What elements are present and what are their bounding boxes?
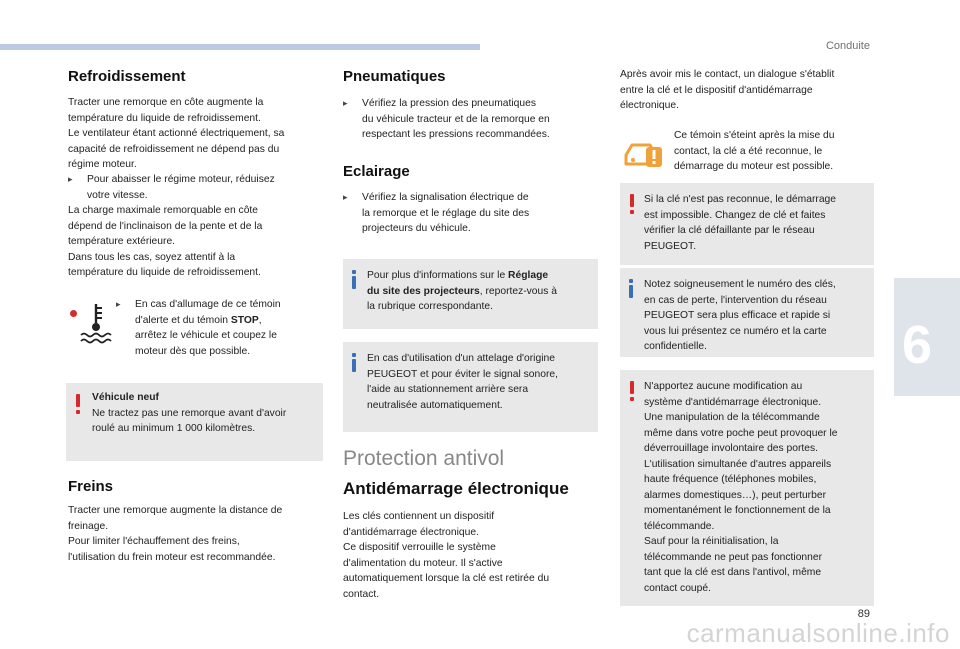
note-text: Si la clé n'est pas reconnue, le démarrage est impossible. Changez de clé et faites vérifier la clé défaillante par le réseau PEUGEOT. bbox=[644, 194, 836, 252]
freins-text: Tracter une remorque augmente la distance de freinage. Pour limiter l'échauffement des freins, l'utilisation du frein moteur est recommandée. bbox=[68, 505, 283, 563]
note-text: N'apportez aucune modification au système d'antidémarrage électronique. Une manipulation de la télécommande même dans votre poche peut provoquer le déverrouillage involontaire des portes. L'utilisation simultanée d'autres appareils haute fréquence (téléphones mobiles, alarmes domestiques…), peut perturber momentanément le fonctionnement de la télécommande. Sauf pour la réinitialisation, la télécommande ne peut pas fonctionner tant que la clé est dans l'antivol, même contact coupé. bbox=[644, 381, 838, 594]
bullet-arrow-icon: ▸ bbox=[68, 174, 73, 184]
chapter-number: 6 bbox=[901, 315, 932, 375]
page-number: 89 bbox=[857, 608, 870, 620]
refroidissement-charge: La charge maximale remorquable en côte dépend de l'inclinaison de la pente et de la température extérieure. Dans tous les cas, soyez attentif à la température du liquide de refroidissement. bbox=[68, 205, 263, 278]
bullet-arrow-icon: ▸ bbox=[343, 98, 348, 108]
note-numero-cles bbox=[620, 268, 874, 357]
note-modification bbox=[620, 370, 874, 606]
heading-refroidissement: Refroidissement bbox=[68, 68, 186, 85]
key-car-icon bbox=[622, 135, 668, 169]
antidemarrage-intro: Après avoir mis le contact, un dialogue s'établit entre la clé et le dispositif d'antidémarrage électronique. bbox=[620, 69, 835, 111]
note-text: Notez soigneusement le numéro des clés, en cas de perte, l'intervention du réseau PEUGEOT sera plus efficace et rapide si vous lui présentez ce numéro et la carte confidentielle. bbox=[644, 279, 836, 352]
note-cle-non-reconnue bbox=[620, 183, 874, 265]
heading-pneumatiques: Pneumatiques bbox=[343, 68, 446, 85]
note-attelage bbox=[343, 342, 598, 432]
bullet-arrow-icon: ▸ bbox=[116, 299, 121, 309]
bullet-arrow-icon: ▸ bbox=[343, 192, 348, 202]
coolant-warning-bullet: ▸ En cas d'allumage de ce témoin d'alerte et du témoin STOP, arrêtez le véhicule et coupez le moteur dès que possible. bbox=[116, 299, 281, 357]
note-attelage-text: En cas d'utilisation d'un attelage d'origine PEUGEOT et pour éviter le signal sonore, l'aide au stationnement arrière sera neutralisée automatiquement. bbox=[367, 353, 558, 411]
header-rule bbox=[0, 44, 480, 50]
section-label: Conduite bbox=[825, 40, 870, 52]
note-title: Véhicule neuf bbox=[92, 392, 159, 403]
antidemarrage-text: Les clés contiennent un dispositif d'antidémarrage électronique. Ce dispositif verrouille le système d'alimentation du moteur. Il s'active automatiquement lorsque la clé est retirée du contact. bbox=[343, 511, 550, 600]
heading-antidemarrage: Antidémarrage électronique bbox=[343, 479, 569, 498]
note-reglage-projecteurs: Pour plus d'informations sur le Réglage du site des projecteurs, reportez-vous à la rubrique correspondante. bbox=[343, 259, 598, 329]
coolant-temperature-icon bbox=[78, 302, 114, 344]
watermark: carmanualsonline.info bbox=[686, 618, 950, 648]
alert-dot-icon bbox=[70, 310, 77, 317]
refroidissement-intro: Tracter une remorque en côte augmente la température du liquide de refroidissement. Le ventilateur étant actionné électriquement, sa capacité de refroidissement ne dépend pas du régime moteur. bbox=[68, 97, 285, 170]
refroidissement-bullet: ▸ Pour abaisser le régime moteur, réduisez votre vitesse. bbox=[68, 174, 275, 201]
eclairage-bullet: ▸ Vérifiez la signalisation électrique de la remorque et le réglage du site des projecteurs du véhicule. bbox=[343, 192, 530, 234]
note-vehicule-neuf bbox=[66, 383, 323, 461]
pneumatiques-bullet: ▸ Vérifiez la pression des pneumatiques du véhicule tracteur et de la remorque en respectant les pressions recommandées. bbox=[343, 98, 550, 140]
heading-protection-antivol: Protection antivol bbox=[343, 447, 505, 470]
note-text: Ne tractez pas une remorque avant d'avoir roulé au minimum 1 000 kilomètres. bbox=[92, 407, 287, 434]
heading-freins: Freins bbox=[68, 478, 114, 495]
heading-eclairage: Eclairage bbox=[343, 163, 410, 180]
key-icon-text: Ce témoin s'éteint après la mise du contact, la clé a été reconnue, le démarrage du moteur est possible. bbox=[674, 130, 835, 172]
